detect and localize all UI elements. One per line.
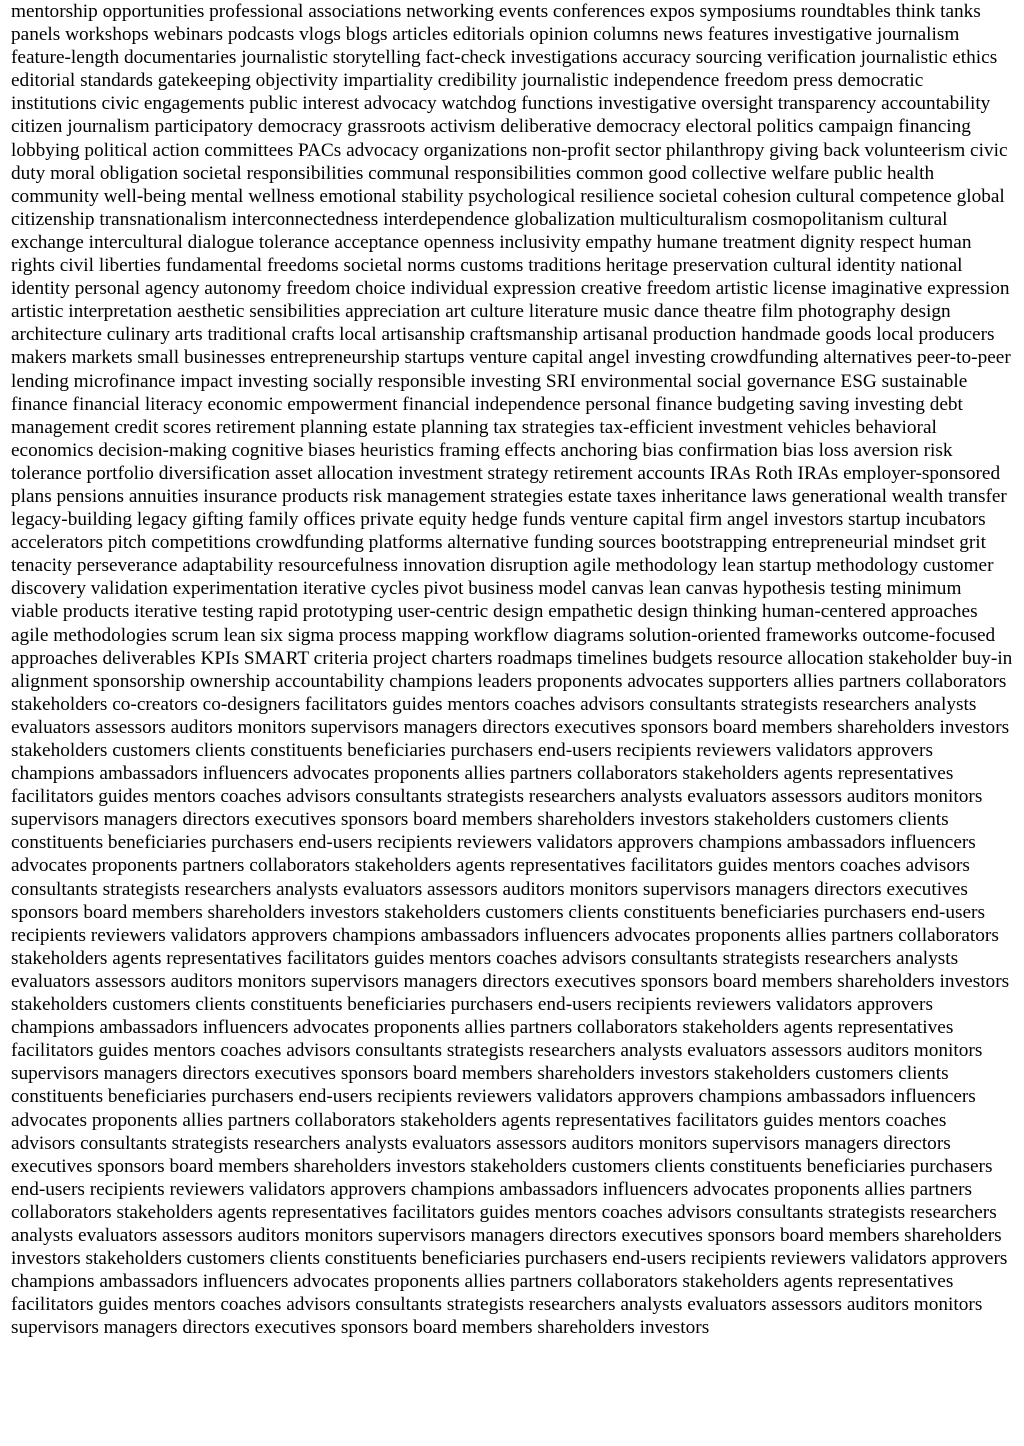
- document-body-text: mentorship opportunities professional associations networking events conferences expos symposiums roundtables think tanks panels workshops webinars podcasts vlogs blogs articles editorials opinion columns news features investigative journalism feature-length documentaries journalistic storytelling fact-check investigations accuracy sourcing verification journalistic ethics editorial standards gatekeeping objectivity impartiality credibility journalistic independence freedom press democratic institutions civic engagements public interest advocacy watchdog functions investigative oversight transparency accountability citizen journalism participatory democracy grassroots activism deliberative democracy electoral politics campaign financing lobbying political action committees PACs advocacy organizations non-profit sector philanthropy giving back volunteerism civic duty moral obligation societal responsibilities communal responsibilities common good collective welfare public health community well-being mental wellness emotional stability psychological resilience societal cohesion cultural competence global citizenship transnationalism interconnectedness interdependence globalization multiculturalism cosmopolitanism cultural exchange intercultural dialogue tolerance acceptance openness inclusivity empathy humane treatment dignity respect human rights civil liberties fundamental freedoms societal norms customs traditions heritage preservation cultural identity national identity personal agency autonomy freedom choice individual expression creative freedom artistic license imaginative expression artistic interpretation aesthetic sensibilities appreciation art culture literature music dance theatre film photography design architecture culinary arts traditional crafts local artisanship craftsmanship artisanal production handmade goods local producers makers markets small businesses entrepreneurship startups venture capital angel investing crowdfunding alternatives peer-to-peer lending microfinance impact investing socially responsible investing SRI environmental social governance ESG sustainable finance financial literacy economic empowerment financial independence personal finance budgeting saving investing debt management credit scores retirement planning estate planning tax strategies tax-efficient investment vehicles behavioral economics decision-making cognitive biases heuristics framing effects anchoring bias confirmation bias loss aversion risk tolerance portfolio diversification asset allocation investment strategy retirement accounts IRAs Roth IRAs employer-sponsored plans pensions annuities insurance products risk management strategies estate taxes inheritance laws generational wealth transfer legacy-building legacy gifting family offices private equity hedge funds venture capital firm angel investors startup incubators accelerators pitch competitions crowdfunding platforms alternative funding sources bootstrapping entrepreneurial mindset grit tenacity perseverance adaptability resourcefulness innovation disruption agile methodology lean startup methodology customer discovery validation experimentation iterative cycles pivot business model canvas lean canvas hypothesis testing minimum viable products iterative testing rapid prototyping user-centric design empathetic design thinking human-centered approaches agile methodologies scrum lean six sigma process mapping workflow diagrams solution-oriented frameworks outcome-focused approaches deliverables KPIs SMART criteria project charters roadmaps timelines budgets resource allocation stakeholder buy-in alignment sponsorship ownership accountability champions leaders proponents advocates supporters allies partners collaborators stakeholders co-creators co-designers facilitators guides mentors coaches advisors consultants strategists researchers analysts evaluators assessors auditors monitors supervisors managers directors executives sponsors board members shareholders investors stakeholders customers clients constituents beneficiaries purchasers end-users recipients reviewers validators approvers champions ambassadors influencers advocates proponents allies partners collaborators stakeholders agents representatives facilitators guides mentors coaches advisors consultants strategists researchers analysts evaluators assessors auditors monitors supervisors managers directors executives sponsors board members shareholders investors stakeholders customers clients constituents beneficiaries purchasers end-users recipients reviewers validators approvers champions ambassadors influencers advocates proponents partners collaborators stakeholders agents representatives facilitators guides mentors coaches advisors consultants strategists researchers analysts evaluators assessors auditors monitors supervisors managers directors executives sponsors board members shareholders investors stakeholders customers clients constituents beneficiaries purchasers end-users recipients reviewers validators approvers champions ambassadors influencers advocates proponents allies partners collaborators stakeholders agents representatives facilitators guides mentors coaches advisors consultants strategists researchers analysts evaluators assessors auditors monitors supervisors managers directors executives sponsors board members shareholders investors stakeholders customers clients constituents beneficiaries purchasers end-users recipients reviewers validators approvers champions ambassadors influencers advocates proponents allies partners collaborators stakeholders agents representatives facilitators guides mentors coaches advisors consultants strategists researchers analysts evaluators assessors auditors monitors supervisors managers directors executives sponsors board members shareholders investors stakeholders customers clients constituents beneficiaries purchasers end-users recipients reviewers validators approvers champions ambassadors influencers advocates proponents allies partners collaborators stakeholders agents representatives facilitators guides mentors coaches advisors consultants strategists researchers analysts evaluators assessors auditors monitors supervisors managers directors executives sponsors board members shareholders investors stakeholders customers clients constituents beneficiaries purchasers end-users recipients reviewers validators approvers champions ambassadors influencers advocates proponents allies partners collaborators stakeholders agents representatives facilitators guides mentors coaches advisors consultants strategists researchers analysts evaluators assessors auditors monitors supervisors managers directors executives sponsors board members shareholders investors stakeholders customers clients constituents beneficiaries purchasers end-users recipients reviewers validators approvers champions ambassadors influencers advocates proponents allies partners collaborators stakeholders agents representatives facilitators guides mentors coaches advisors consultants strategists researchers analysts evaluators assessors auditors monitors supervisors managers directors executives sponsors board members shareholders investors: [11, 1, 1013, 1339]
